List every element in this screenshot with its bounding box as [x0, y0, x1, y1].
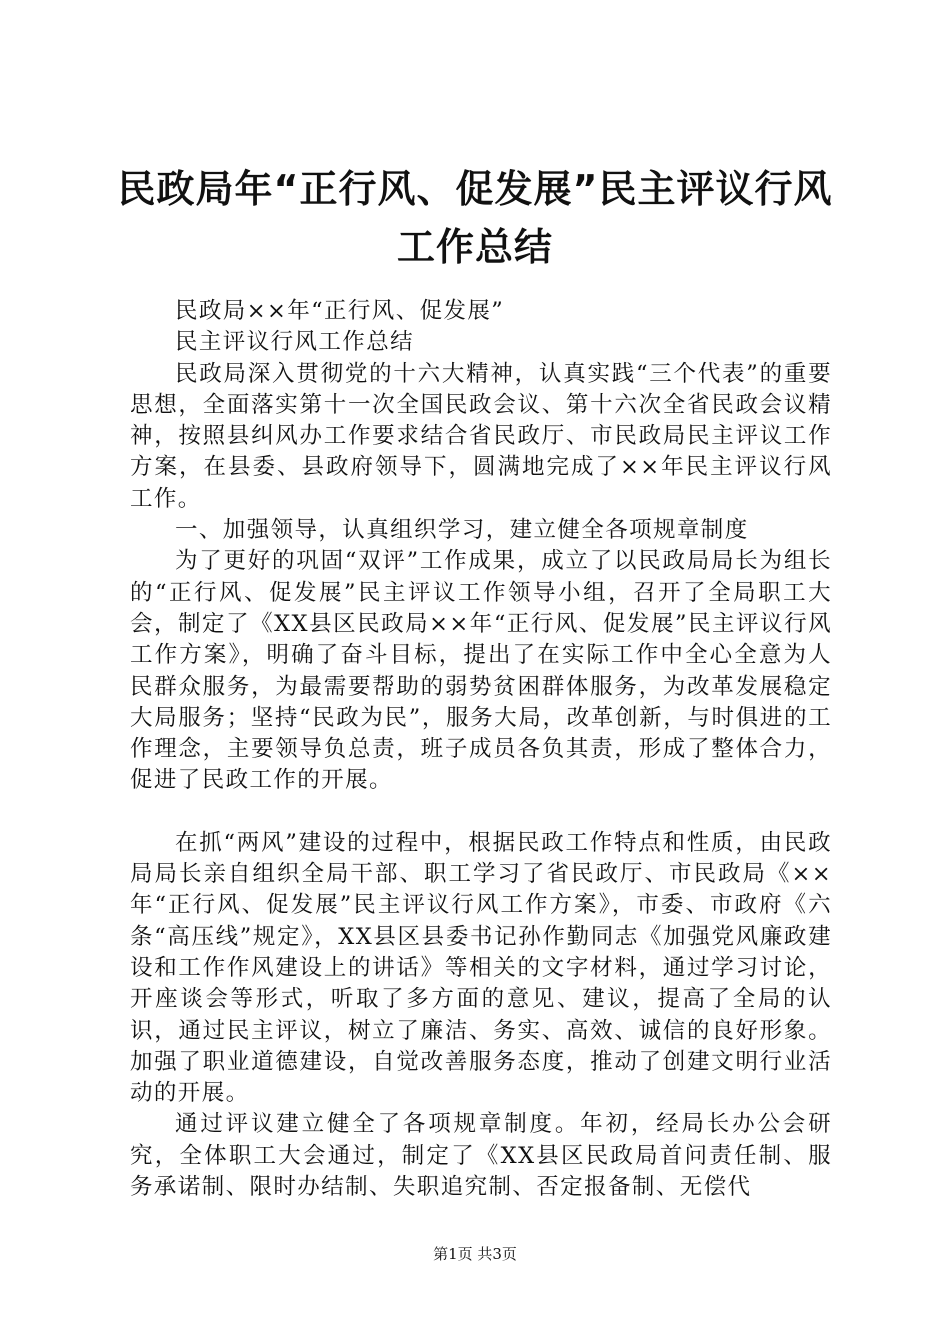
paragraph-leadership: 为了更好的巩固“双评”工作成果，成立了以民政局局长为组长的“正行风、促发展”民主评议工作领导小组，召开了全局职工大会，制定了《XX县区民政局××年“正行风、促发展”民主评议行风工作方案》，明确了奋斗目标，提出了在实际工作中全心全意为人民群众服务，为最需要帮助的弱势贫困群体服务，为改革发展稳定大局服务；坚持“民政为民”，服务大局，改革创新，与时俱进的工作理念，主要领导负总责，班子成员各负其责，形成了整体合力，促进了民政工作的开展。 [130, 548, 832, 794]
page-number: 第1页 共3页 [433, 1245, 517, 1263]
document-body [130, 296, 832, 1203]
paragraph-subtitle-line-1: 民政局××年“正行风、促发展” [175, 298, 505, 324]
section-heading-1: 一、加强领导，认真组织学习，建立健全各项规章制度 [175, 517, 749, 544]
paragraph-two-styles: 在抓“两风”建设的过程中，根据民政工作特点和性质，由民政局局长亲自组织全局干部、职工学习了省民政厅、市民政局《××年“正行风、促发展”民主评议行风工作方案》，市委、市政府《六条“高压线”规定》，XX县区县委书记孙作勤同志《加强党风廉政建设和工作作风建设上的讲话》等相关的文字材料，通过学习讨论，开座谈会等形式，听取了多方面的意见、建议，提高了全局的认识，通过民主评议，树立了廉洁、务实、高效、诚信的良好形象。加强了职业道德建设，自觉改善服务态度，推动了创建文明行业活动的开展。 [130, 829, 832, 1107]
paragraph-regulations: 通过评议建立健全了各项规章制度。年初，经局长办公会研究，全体职工大会通过，制定了《XX县区民政局首问责任制、服务承诺制、限时办结制、失职追究制、否定报备制、无偿代 [130, 1111, 832, 1201]
document-title: 民政局年“正行风、促发展”民主评议行风工作总结 [117, 167, 833, 269]
paragraph-subtitle-line-2: 民主评议行风工作总结 [175, 329, 415, 356]
paragraph-intro: 民政局深入贯彻党的十六大精神，认真实践“三个代表”的重要思想，全面落实第十一次全国民政会议、第十六次全省民政会议精神，按照县纠风办工作要求结合省民政厅、市民政局民主评议工作方案，在县委、县政府领导下，圆满地完成了××年民主评议行风工作。 [130, 360, 832, 512]
